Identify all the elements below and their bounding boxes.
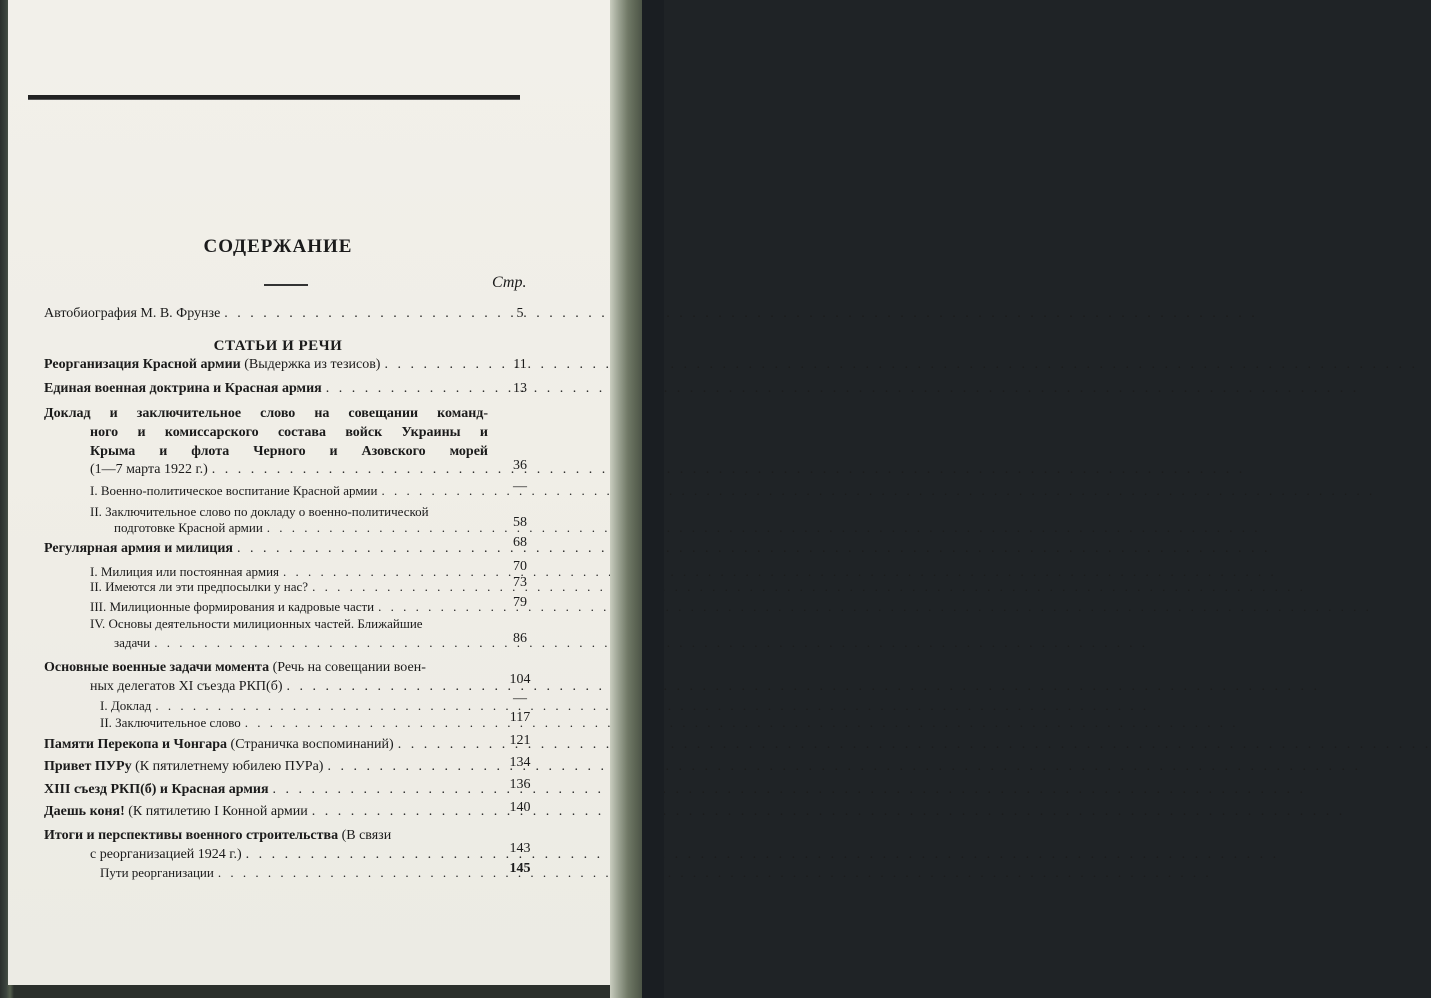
book-spine <box>610 0 642 998</box>
scanned-page <box>0 0 664 998</box>
toc-subentry-continuation <box>114 519 488 537</box>
book-page <box>8 0 610 985</box>
toc-subentry <box>100 714 488 732</box>
toc-entry <box>44 380 488 398</box>
entry-title: Итоги и перспективы военного строительства <box>44 828 339 843</box>
entry-page: 5 <box>516 306 524 321</box>
page-title: СОДЕРЖАНИЕ <box>203 236 353 257</box>
entry-title-line: ных делегатов XI съезда РКП(б) <box>90 679 283 694</box>
entry-subtitle: (Страничка воспоминаний) <box>227 737 394 752</box>
entry-title: I. Милиция или постоянная армия <box>90 564 280 579</box>
header-rule <box>28 95 520 99</box>
entry-page: 58 <box>513 515 527 530</box>
toc-subentry <box>100 697 488 715</box>
entry-subtitle: (В связи <box>338 828 392 843</box>
scan-edge <box>642 0 664 998</box>
entry-page: 68 <box>513 535 527 550</box>
entry-title: Привет ПУРу <box>44 759 132 774</box>
toc-entry-continuation <box>90 461 488 479</box>
entry-page: 136 <box>509 777 531 792</box>
entry-title: II. Имеются ли эти предпосылки у нас? <box>90 579 309 594</box>
entry-subtitle: (К пятилетию I Конной армии <box>124 804 308 819</box>
entry-title-line: ного и комиссарского состава войск Украины и <box>90 425 488 440</box>
toc-entry <box>44 758 488 776</box>
entry-page: 143 <box>509 841 531 856</box>
entry-page: 11 <box>513 357 527 372</box>
toc-entry <box>44 803 488 821</box>
entry-page: 121 <box>509 733 531 748</box>
toc-subentry-continuation <box>114 634 488 652</box>
entry-title: Реорганизация Красной армии <box>44 357 241 372</box>
entry-page: 134 <box>509 755 531 770</box>
toc-entry <box>44 305 488 323</box>
entry-title-line: (1—7 марта 1922 г.) <box>90 462 208 477</box>
toc-subentry <box>100 864 488 882</box>
entry-page: 13 <box>513 381 527 396</box>
toc-entry <box>44 540 488 558</box>
entry-title: Единая военная доктрина и Красная армия <box>44 381 322 396</box>
entry-title: II. Заключительное слово <box>100 715 241 730</box>
entry-title: I. Доклад <box>100 698 152 713</box>
entry-title: Основные военные задачи момента <box>44 660 270 675</box>
entry-title: Памяти Перекопа и Чонгара <box>44 737 228 752</box>
entry-page: 36 <box>513 458 527 473</box>
entry-page: 145 <box>509 861 531 876</box>
toc-subentry <box>90 482 488 500</box>
toc-entry-continuation <box>90 846 488 864</box>
entry-title-line: II. Заключительное слово по докладу о военно-политической <box>90 504 429 519</box>
entry-title-line: IV. Основы деятельности милиционных частей. Ближайшие <box>90 616 423 631</box>
toc-entry <box>44 356 488 374</box>
entry-title: I. Военно-политическое воспитание Красной армии <box>90 483 378 498</box>
toc-subentry <box>90 614 488 633</box>
entry-page: 104 <box>509 672 531 687</box>
entry-title-line: Крыма и флота Черного и Азовского морей <box>90 444 488 459</box>
toc-entry-continuation <box>90 678 488 696</box>
entry-page: 73 <box>513 575 527 590</box>
entry-subtitle: (К пятилетнему юбилею ПУРа) <box>131 759 324 774</box>
entry-title-line: Доклад и заключительное слово на совещании команд- <box>44 406 488 421</box>
entry-page: — <box>513 691 527 706</box>
entry-page: 70 <box>513 559 527 574</box>
entry-subtitle: (Выдержка из тезисов) <box>240 357 381 372</box>
entry-title: XIII съезд РКП(б) и Красная армия <box>44 782 269 797</box>
entry-subtitle: (Речь на совещании воен- <box>269 660 426 675</box>
entry-title-line: подготовке Красной армии <box>114 520 263 535</box>
toc-subentry <box>90 578 488 596</box>
entry-page: 79 <box>513 595 527 610</box>
entry-title-line: задачи <box>114 635 151 650</box>
entry-title: Регулярная армия и милиция <box>44 541 233 556</box>
entry-title: Пути реорганизации <box>100 865 214 880</box>
section-heading: СТАТЬИ И РЕЧИ <box>213 338 343 354</box>
entry-title-line: с реорганизацией 1924 г.) <box>90 847 242 862</box>
entry-title: Автобиография М. В. Фрунзе <box>44 306 221 321</box>
toc-entry <box>44 404 488 461</box>
toc-entry <box>44 826 488 845</box>
entry-page: 86 <box>513 631 527 646</box>
toc-entry <box>44 781 488 799</box>
entry-title: Даешь коня! <box>44 804 125 819</box>
entry-page: 140 <box>509 800 531 815</box>
entry-page: — <box>513 479 527 494</box>
toc-entry <box>44 736 488 754</box>
entry-page: 117 <box>509 710 531 725</box>
entry-title: III. Милиционные формирования и кадровые части <box>90 599 375 614</box>
page-column-header: Стр. <box>492 274 527 291</box>
toc-entry <box>44 658 488 677</box>
title-divider <box>264 284 308 286</box>
